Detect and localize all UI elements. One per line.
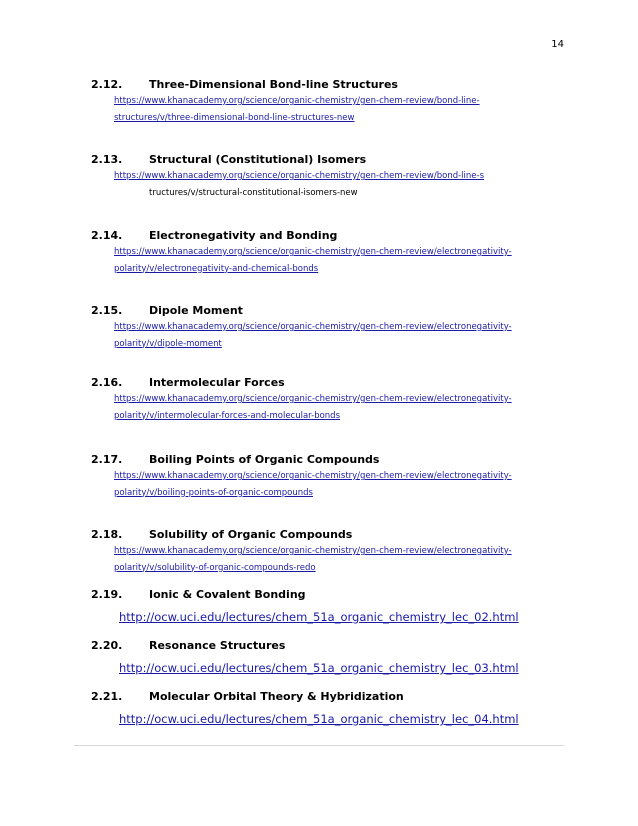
link-line-1: https://www.khanacademy.org/science/organic-chemistry/gen-chem-review/electronegativity- <box>114 546 512 556</box>
entry-heading <box>91 303 571 319</box>
link-line-2: polarity/v/solubility-of-organic-compounds-redo <box>114 562 316 573</box>
entry-title: Dipole Moment <box>149 304 243 317</box>
entry-number: 2.12. <box>91 78 123 91</box>
entry-link[interactable] <box>114 168 574 185</box>
entry-heading <box>91 77 571 93</box>
entry-2-14 <box>91 228 571 277</box>
entry-link[interactable]: http://ocw.uci.edu/lectures/chem_51a_organic_chemistry_lec_04.html <box>119 712 519 726</box>
entry-2-16 <box>91 375 571 424</box>
entry-number: 2.13. <box>91 153 123 166</box>
link-line-2: polarity/v/electronegativity-and-chemical-bonds <box>114 263 319 274</box>
link-line-1: https://www.khanacademy.org/science/organic-chemistry/gen-chem-review/electronegativity- <box>114 322 512 332</box>
entry-number: 2.14. <box>91 229 123 242</box>
link-line-2: tructures/v/structural-constitutional-isomers-new <box>149 187 358 198</box>
entry-heading <box>91 638 571 654</box>
entry-number: 2.19. <box>91 588 123 601</box>
entry-2-12 <box>91 77 571 126</box>
entry-title: Solubility of Organic Compounds <box>149 528 353 541</box>
entry-heading <box>91 375 571 391</box>
entry-heading <box>91 689 571 705</box>
entry-number: 2.15. <box>91 304 123 317</box>
entry-title: Structural (Constitutional) Isomers <box>149 153 367 166</box>
entry-title: Molecular Orbital Theory & Hybridization <box>149 690 404 703</box>
entry-link[interactable]: http://ocw.uci.edu/lectures/chem_51a_organic_chemistry_lec_03.html <box>119 661 519 675</box>
entry-number: 2.18. <box>91 528 123 541</box>
entry-number: 2.16. <box>91 376 123 389</box>
entry-title: Electronegativity and Bonding <box>149 229 338 242</box>
entry-link[interactable] <box>114 319 574 352</box>
entry-heading <box>91 527 571 543</box>
entry-link[interactable] <box>114 93 574 126</box>
entry-2-17 <box>91 452 571 501</box>
entry-2-13 <box>91 152 571 201</box>
entry-title: Boiling Points of Organic Compounds <box>149 453 380 466</box>
entry-link[interactable] <box>114 468 574 501</box>
link-line-2: structures/v/three-dimensional-bond-line-structures-new <box>114 112 355 123</box>
page-number: 14 <box>551 39 564 50</box>
entry-2-18 <box>91 527 571 576</box>
entry-link[interactable] <box>114 244 574 277</box>
link-line-2: polarity/v/boiling-points-of-organic-compounds <box>114 487 313 498</box>
footer-divider <box>74 745 564 746</box>
entry-heading <box>91 228 571 244</box>
link-line-1: https://www.khanacademy.org/science/organic-chemistry/gen-chem-review/bond-line-s <box>114 171 485 181</box>
entry-link[interactable]: http://ocw.uci.edu/lectures/chem_51a_organic_chemistry_lec_02.html <box>119 610 519 624</box>
entry-heading <box>91 452 571 468</box>
entry-title: Ionic & Covalent Bonding <box>149 588 306 601</box>
entry-number: 2.20. <box>91 639 123 652</box>
entry-heading <box>91 587 571 603</box>
entry-2-21 <box>91 689 571 728</box>
entry-title: Intermolecular Forces <box>149 376 285 389</box>
link-line-2: polarity/v/intermolecular-forces-and-molecular-bonds <box>114 410 341 421</box>
entry-number: 2.17. <box>91 453 123 466</box>
entry-title: Resonance Structures <box>149 639 286 652</box>
link-line-2: polarity/v/dipole-moment <box>114 338 222 349</box>
entry-2-19 <box>91 587 571 626</box>
entry-number: 2.21. <box>91 690 123 703</box>
link-line-1: https://www.khanacademy.org/science/organic-chemistry/gen-chem-review/electronegativity- <box>114 247 512 257</box>
link-line-1: https://www.khanacademy.org/science/organic-chemistry/gen-chem-review/electronegativity- <box>114 394 512 404</box>
link-line-1: https://www.khanacademy.org/science/organic-chemistry/gen-chem-review/bond-line- <box>114 96 480 106</box>
entry-title: Three-Dimensional Bond-line Structures <box>149 78 398 91</box>
entry-2-20 <box>91 638 571 677</box>
entry-2-15 <box>91 303 571 352</box>
entry-link[interactable] <box>114 391 574 424</box>
entry-heading <box>91 152 571 168</box>
entry-link[interactable] <box>114 543 574 576</box>
link-line-1: https://www.khanacademy.org/science/organic-chemistry/gen-chem-review/electronegativity- <box>114 471 512 481</box>
